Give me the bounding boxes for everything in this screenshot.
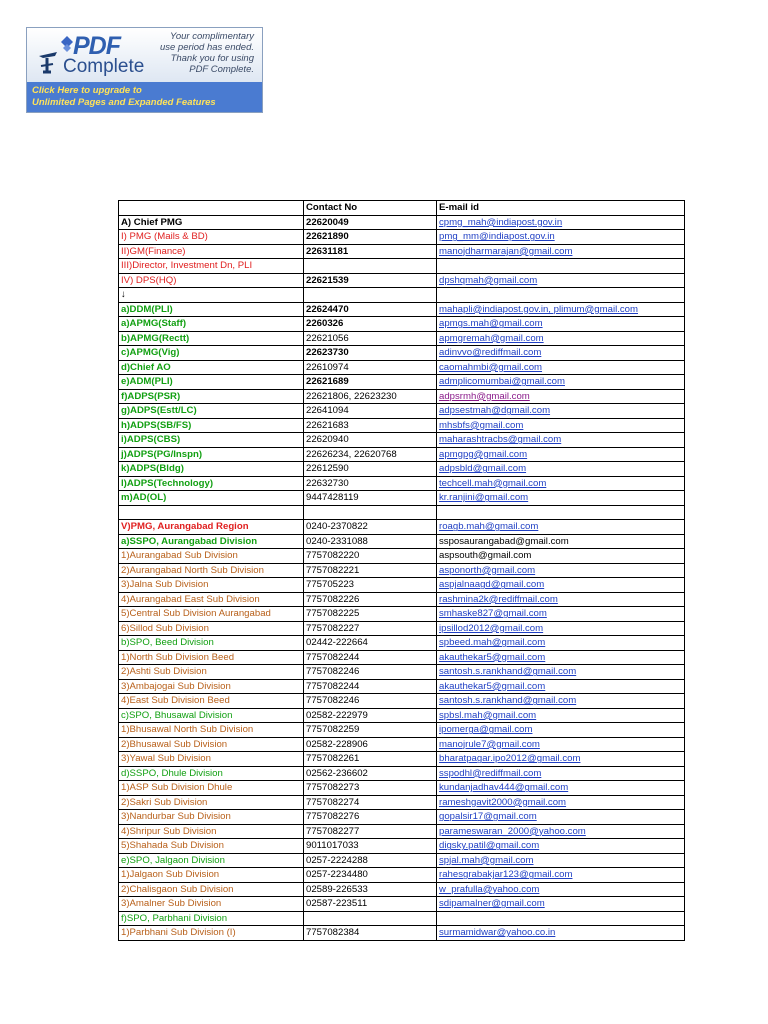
email-cell [437, 839, 685, 854]
email-link[interactable]: maharashtracbs@gmail.com [439, 434, 562, 446]
contact-number-cell: 22620940 [304, 433, 437, 448]
contact-number-cell: 22620049 [304, 215, 437, 230]
email-cell [437, 897, 685, 912]
table-row [119, 752, 685, 767]
contact-number-cell: 22610974 [304, 360, 437, 375]
email-cell [437, 273, 685, 288]
email-cell [437, 781, 685, 796]
email-cell [437, 737, 685, 752]
table-row [119, 491, 685, 506]
table-row [119, 650, 685, 665]
office-name-cell: 1)Bhusawal North Sub Division [119, 723, 304, 738]
email-cell [437, 911, 685, 926]
email-cell [437, 694, 685, 709]
table-row [119, 215, 685, 230]
office-name-cell: 3)Nandurbar Sub Division [119, 810, 304, 825]
email-link[interactable]: parameswaran_2000@yahoo.com [439, 825, 586, 837]
office-name-cell: 2)Bhusawal Sub Division [119, 737, 304, 752]
table-row [119, 737, 685, 752]
email-link[interactable]: pmg_mm@indiapost.gov.in [439, 231, 555, 243]
email-link[interactable]: w_prafulla@yahoo.com [439, 883, 540, 895]
email-cell [437, 824, 685, 839]
email-link[interactable]: spbsl.mah@gmail.com [439, 709, 537, 721]
email-cell [437, 404, 685, 419]
office-name-cell: b)APMG(Rectt) [119, 331, 304, 346]
email-cell [437, 665, 685, 680]
table-row [119, 636, 685, 651]
email-link[interactable]: smhaske827@gmail.com [439, 608, 547, 620]
office-name-cell: 1)North Sub Division Beed [119, 650, 304, 665]
contact-number-cell: 7757082276 [304, 810, 437, 825]
email-cell [437, 723, 685, 738]
email-cell [437, 766, 685, 781]
office-name-cell: A) Chief PMG [119, 215, 304, 230]
email-cell [437, 418, 685, 433]
email-link[interactable]: admplicomumbai@gmail.com [439, 376, 565, 388]
table-row [119, 882, 685, 897]
contact-number-cell: 7757082246 [304, 694, 437, 709]
email-link[interactable]: rashmina2k@rediffmail.com [439, 593, 558, 605]
contact-number-cell: 22631181 [304, 244, 437, 259]
contact-number-cell: 775705223 [304, 578, 437, 593]
contact-number-cell [304, 911, 437, 926]
contact-number-cell: 02442-222664 [304, 636, 437, 651]
contact-number-cell: 22621056 [304, 331, 437, 346]
email-cell: aspsouth@gmail.com [437, 549, 685, 564]
office-name-cell: j)ADPS(PG/Inspn) [119, 447, 304, 462]
contact-number-cell: 22621539 [304, 273, 437, 288]
email-cell [437, 795, 685, 810]
office-name-cell: i)ADPS(CBS) [119, 433, 304, 448]
table-row [119, 317, 685, 332]
table-row [119, 810, 685, 825]
email-link[interactable]: adinvvo@rediffmail.com [439, 347, 542, 359]
header-office [119, 201, 304, 216]
email-link[interactable]: bharatpagar.ipo2012@gmail.com [439, 753, 581, 765]
email-cell [437, 810, 685, 825]
office-name-cell: 2)Aurangabad North Sub Division [119, 563, 304, 578]
table-row [119, 578, 685, 593]
table-row [119, 331, 685, 346]
office-name-cell: g)ADPS(Estt/LC) [119, 404, 304, 419]
email-cell [437, 868, 685, 883]
contact-number-cell: 0240-2331088 [304, 534, 437, 549]
contact-number-cell: 7757082259 [304, 723, 437, 738]
email-link[interactable]: santosh.s.rankhand@gmail.com [439, 666, 577, 678]
email-link[interactable]: kr.ranjini@gmail.com [439, 492, 529, 504]
table-row [119, 911, 685, 926]
email-link[interactable]: aspjalnaagd@gmail.com [439, 579, 545, 591]
office-name-cell: l)ADPS(Technology) [119, 476, 304, 491]
email-link[interactable]: gopalsir17@gmail.com [439, 811, 537, 823]
office-name-cell [119, 505, 304, 520]
contact-number-cell: 22626234, 22620768 [304, 447, 437, 462]
table-row [119, 795, 685, 810]
email-cell [437, 346, 685, 361]
table-row [119, 505, 685, 520]
email-cell [437, 317, 685, 332]
email-link[interactable]: adpsrmh@gmail.com [439, 390, 530, 402]
table-row [119, 462, 685, 477]
diamond-icon [61, 36, 73, 54]
email-cell [437, 505, 685, 520]
email-link[interactable]: ipomerga@gmail.com [439, 724, 533, 736]
table-row [119, 694, 685, 709]
table-row [119, 868, 685, 883]
table-row [119, 534, 685, 549]
office-name-cell: 1)Parbhani Sub Division (I) [119, 926, 304, 941]
office-name-cell: e)ADM(PLI) [119, 375, 304, 390]
office-name-cell: ↓ [119, 288, 304, 303]
email-cell [437, 215, 685, 230]
email-cell [437, 679, 685, 694]
email-cell [437, 621, 685, 636]
contact-number-cell: 22623730 [304, 346, 437, 361]
office-name-cell: e)SPO, Jalgaon Division [119, 853, 304, 868]
contact-number-cell: 02582-222979 [304, 708, 437, 723]
email-cell [437, 360, 685, 375]
office-name-cell: 3)Yawal Sub Division [119, 752, 304, 767]
email-link[interactable]: akauthekar5@gmail.com [439, 651, 546, 663]
contact-number-cell: 7757082274 [304, 795, 437, 810]
contact-number-cell: 0240-2370822 [304, 520, 437, 535]
office-name-cell: b)SPO, Beed Division [119, 636, 304, 651]
office-name-cell: 1)Aurangabad Sub Division [119, 549, 304, 564]
table-row [119, 273, 685, 288]
table-row [119, 302, 685, 317]
office-name-cell: 2)Ashti Sub Division [119, 665, 304, 680]
table-row [119, 288, 685, 303]
contact-number-cell: 22632730 [304, 476, 437, 491]
office-name-cell: a)APMG(Staff) [119, 317, 304, 332]
office-name-cell: m)AD(OL) [119, 491, 304, 506]
table-row [119, 665, 685, 680]
office-name-cell: III)Director, Investment Dn, PLI [119, 259, 304, 274]
office-name-cell: 4)Shripur Sub Division [119, 824, 304, 839]
email-link[interactable]: adpsbld@gmail.com [439, 463, 527, 475]
email-link[interactable]: manojdharmarajan@gmail.com [439, 245, 573, 257]
cta-line: Click Here to upgrade to [32, 85, 142, 96]
email-link[interactable]: digsky.patil@gmail.com [439, 840, 540, 852]
contact-number-cell: 0257-2234480 [304, 868, 437, 883]
table-row [119, 897, 685, 912]
email-cell [437, 476, 685, 491]
email-link[interactable]: roagb.mah@gmail.com [439, 521, 539, 533]
table-row [119, 549, 685, 564]
email-link[interactable]: rahesgrabakjar123@gmail.com [439, 869, 573, 881]
email-cell [437, 230, 685, 245]
promo-text [134, 31, 254, 75]
contact-number-cell: 02582-228906 [304, 737, 437, 752]
email-link[interactable]: spbeed.mah@gmail.com [439, 637, 546, 649]
email-link[interactable]: rameshgavit2000@gmail.com [439, 796, 567, 808]
email-link[interactable]: dpshqmah@gmail.com [439, 274, 538, 286]
email-link[interactable]: ipsillod2012@gmail.com [439, 622, 544, 634]
contact-number-cell [304, 505, 437, 520]
table-row [119, 360, 685, 375]
logo-pdf-text: PDF [73, 32, 120, 60]
email-cell [437, 752, 685, 767]
email-link[interactable]: asponorth@gmail.com [439, 564, 536, 576]
email-link[interactable]: adpsestmah@dgmail.com [439, 405, 551, 417]
email-link[interactable]: techcell.mah@gmail.com [439, 477, 547, 489]
office-name-cell: f)SPO, Parbhani Division [119, 911, 304, 926]
contact-number-cell: 7757082220 [304, 549, 437, 564]
office-name-cell: 4)Aurangabad East Sub Division [119, 592, 304, 607]
logo-complete-text: Complete [63, 56, 145, 77]
table-row [119, 375, 685, 390]
email-link[interactable]: santosh.s.rankhand@gmail.com [439, 695, 577, 707]
table-header-row [119, 201, 685, 216]
email-link[interactable]: apmgpg@gmail.com [439, 448, 528, 460]
contact-number-cell: 22612590 [304, 462, 437, 477]
contact-number-cell: 9011017033 [304, 839, 437, 854]
promo-line: Your complimentary [170, 31, 254, 42]
table-row [119, 926, 685, 941]
table-row [119, 708, 685, 723]
email-cell [437, 491, 685, 506]
contact-number-cell: 02589-226533 [304, 882, 437, 897]
email-link[interactable]: caomahmbi@gmail.com [439, 361, 543, 373]
contact-number-cell: 02587-223511 [304, 897, 437, 912]
table-row [119, 447, 685, 462]
email-cell [437, 708, 685, 723]
table-row [119, 621, 685, 636]
office-name-cell: a)SSPO, Aurangabad Division [119, 534, 304, 549]
email-cell [437, 636, 685, 651]
table-row [119, 230, 685, 245]
office-name-cell: 2)Sakri Sub Division [119, 795, 304, 810]
office-name-cell: h)ADPS(SB/FS) [119, 418, 304, 433]
office-name-cell: 6)Sillod Sub Division [119, 621, 304, 636]
email-cell [437, 447, 685, 462]
contact-number-cell: 7757082273 [304, 781, 437, 796]
header-email: E-mail id [437, 201, 685, 216]
email-link[interactable]: surmamidwar@yahoo.co.in [439, 927, 556, 939]
table-row [119, 259, 685, 274]
email-cell [437, 375, 685, 390]
email-link[interactable]: manojrule7@gmail.com [439, 738, 540, 750]
table-row [119, 766, 685, 781]
contact-number-cell [304, 288, 437, 303]
table-row [119, 418, 685, 433]
email-link[interactable]: sspodhl@rediffmail.com [439, 767, 542, 779]
office-name-cell: k)ADPS(Bldg) [119, 462, 304, 477]
contact-number-cell: 0257-2224288 [304, 853, 437, 868]
email-cell [437, 520, 685, 535]
contact-number-cell: 7757082246 [304, 665, 437, 680]
email-cell [437, 462, 685, 477]
contact-number-cell: 7757082277 [304, 824, 437, 839]
email-link[interactable]: akauthekar5@gmail.com [439, 680, 546, 692]
contact-number-cell: 7757082244 [304, 650, 437, 665]
contact-number-cell: 22621890 [304, 230, 437, 245]
office-name-cell: f)ADPS(PSR) [119, 389, 304, 404]
table-row [119, 853, 685, 868]
contact-number-cell: 7757082227 [304, 621, 437, 636]
email-link[interactable]: sdipamalner@gmail.com [439, 898, 545, 910]
contact-number-cell: 7757082244 [304, 679, 437, 694]
contact-number-cell: 9447428119 [304, 491, 437, 506]
contact-number-cell: 22624470 [304, 302, 437, 317]
office-name-cell: I) PMG (Mails & BD) [119, 230, 304, 245]
table-row [119, 679, 685, 694]
office-name-cell: IV) DPS(HQ) [119, 273, 304, 288]
contact-number-cell: 22641094 [304, 404, 437, 419]
contact-number-cell: 7757082384 [304, 926, 437, 941]
email-cell [437, 926, 685, 941]
contact-number-cell: 7757082226 [304, 592, 437, 607]
table-row [119, 404, 685, 419]
email-cell [437, 331, 685, 346]
table-row [119, 781, 685, 796]
office-name-cell: 2)Chalisgaon Sub Division [119, 882, 304, 897]
office-name-cell: 1)Jalgaon Sub Division [119, 868, 304, 883]
office-name-cell: 5)Central Sub Division Aurangabad [119, 607, 304, 622]
email-cell [437, 288, 685, 303]
email-cell [437, 563, 685, 578]
office-name-cell: c)APMG(Vig) [119, 346, 304, 361]
table-row [119, 346, 685, 361]
promo-line: use period has ended. [159, 42, 254, 53]
email-cell [437, 607, 685, 622]
office-name-cell: 4)East Sub Division Beed [119, 694, 304, 709]
email-link[interactable]: spjal.mah@gmail.com [439, 854, 534, 866]
office-name-cell: V)PMG, Aurangabad Region [119, 520, 304, 535]
promo-line: PDF Complete. [189, 64, 254, 75]
contact-table-body [119, 201, 685, 941]
office-name-cell: 3)Jalna Sub Division [119, 578, 304, 593]
contact-number-cell: 02562-236602 [304, 766, 437, 781]
email-cell [437, 302, 685, 317]
contact-number-cell: 22621806, 22623230 [304, 389, 437, 404]
office-name-cell: 3)Ambajogai Sub Division [119, 679, 304, 694]
email-cell [437, 259, 685, 274]
email-cell [437, 244, 685, 259]
cta-line: Unlimited Pages and Expanded Features [32, 97, 216, 108]
table-row [119, 520, 685, 535]
contact-number-cell: 22621683 [304, 418, 437, 433]
email-cell [437, 592, 685, 607]
email-link[interactable]: apmgs.mah@gmail.com [439, 318, 543, 330]
table-row [119, 723, 685, 738]
table-row [119, 244, 685, 259]
email-link[interactable]: cpmg_mah@indiapost.gov.in [439, 216, 563, 228]
email-cell [437, 433, 685, 448]
office-name-cell: 5)Shahada Sub Division [119, 839, 304, 854]
email-cell [437, 389, 685, 404]
contact-number-cell: 2260326 [304, 317, 437, 332]
office-name-cell: d)SSPO, Dhule Division [119, 766, 304, 781]
email-cell [437, 578, 685, 593]
contact-number-cell: 7757082261 [304, 752, 437, 767]
contact-number-cell: 7757082221 [304, 563, 437, 578]
table-row [119, 839, 685, 854]
email-link[interactable]: mhsbfs@gmail.com [439, 419, 524, 431]
pen-nib-icon [35, 46, 61, 76]
table-row [119, 563, 685, 578]
email-link[interactable]: mahapli@indiapost.gov.in, plimum@gmail.com [439, 303, 638, 315]
office-name-cell: d)Chief AO [119, 360, 304, 375]
upgrade-link[interactable] [27, 82, 262, 112]
contact-number-cell: 7757082225 [304, 607, 437, 622]
table-row [119, 592, 685, 607]
email-link[interactable]: apmgremah@gmail.com [439, 332, 544, 344]
office-name-cell: 1)ASP Sub Division Dhule [119, 781, 304, 796]
pdf-complete-banner[interactable] [26, 27, 263, 113]
promo-line: Thank you for using [170, 53, 254, 64]
contact-number-cell [304, 259, 437, 274]
email-link[interactable]: kundanjadhav444@gmail.com [439, 782, 569, 794]
table-row [119, 433, 685, 448]
office-name-cell: c)SPO, Bhusawal Division [119, 708, 304, 723]
email-cell [437, 882, 685, 897]
contact-table [118, 200, 685, 941]
office-name-cell: 3)Amalner Sub Division [119, 897, 304, 912]
banner-top [27, 28, 262, 84]
contact-number-cell: 22621689 [304, 375, 437, 390]
table-row [119, 824, 685, 839]
office-name-cell: II)GM(Finance) [119, 244, 304, 259]
email-cell [437, 650, 685, 665]
table-row [119, 607, 685, 622]
email-cell [437, 853, 685, 868]
email-cell: ssposaurangabad@gmail.com [437, 534, 685, 549]
header-contact: Contact No [304, 201, 437, 216]
table-row [119, 389, 685, 404]
office-name-cell: a)DDM(PLI) [119, 302, 304, 317]
table-row [119, 476, 685, 491]
